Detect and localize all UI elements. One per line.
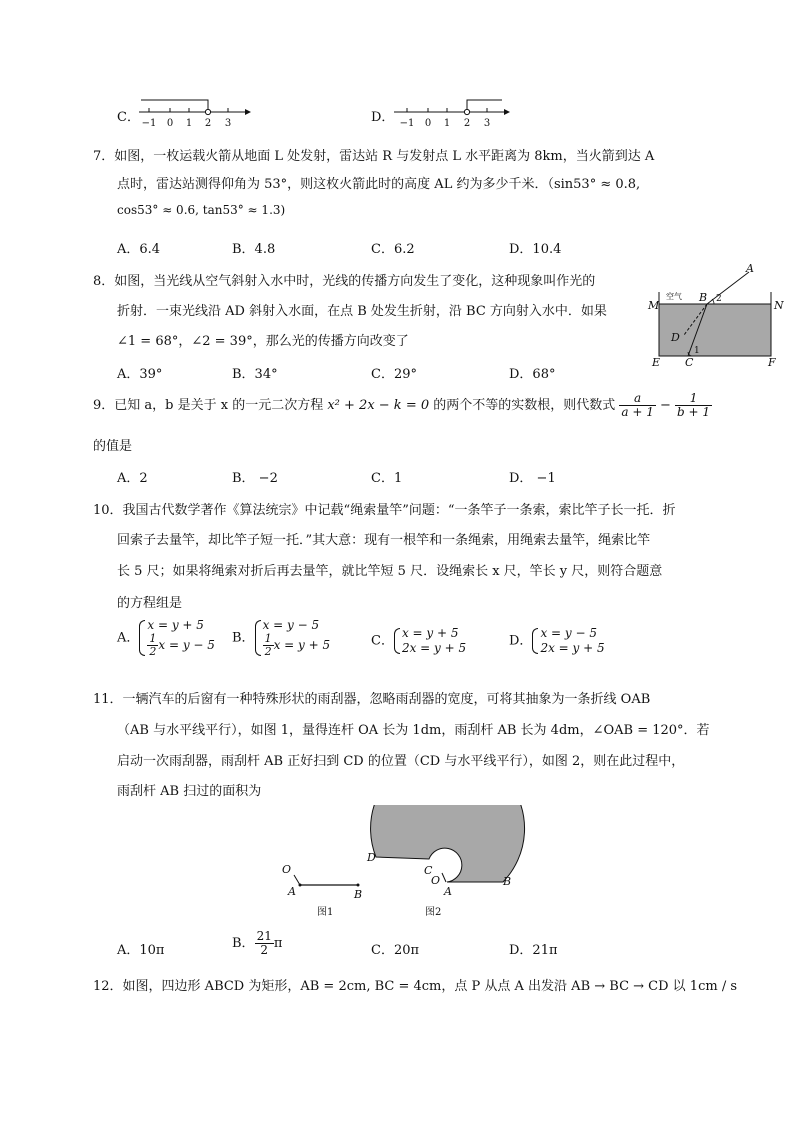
fig2-label-b: B bbox=[503, 875, 512, 888]
q10-line-2: 回索子去量竿，却比竿子短一托．”其大意：现有一根竿和一条绳索，用绳索去量竿，绳索比竿 bbox=[117, 533, 651, 548]
label-d: D bbox=[671, 331, 680, 344]
q8-line-1: 8．如图，当光线从空气斜射入水中时，光线的传播方向发生了变化，这种现象叫作光的 bbox=[93, 274, 596, 289]
tick-label: 3 bbox=[483, 118, 491, 129]
angle-1-label: 1 bbox=[694, 346, 700, 356]
angle-2-label: 2 bbox=[716, 294, 722, 304]
tick-label: 1 bbox=[443, 118, 451, 129]
q9-fraction-1: $\frac{a}{a + 1}$ bbox=[621, 391, 654, 420]
q7-option-c: C．6.2 bbox=[371, 242, 415, 257]
tick-label: −1 bbox=[399, 118, 415, 129]
q6-option-c-number-line bbox=[135, 96, 255, 130]
fig2-label-a: A bbox=[444, 885, 452, 898]
label-air: 空气 bbox=[666, 292, 682, 301]
q7-option-b: B．4.8 bbox=[232, 242, 276, 257]
label-n: N bbox=[774, 299, 784, 312]
tick-label: 1 bbox=[185, 118, 193, 129]
q7-line-1: 7．如图，一枚运载火箭从地面 L 处发射，雷达站 R 与发射点 L 水平距离为 8km，当火箭到达 A bbox=[93, 149, 655, 164]
q11-line-1: 11．一辆汽车的后窗有一种特殊形状的雨刮器，忽略雨刮器的宽度，可将其抽象为一条折线 OAB bbox=[93, 692, 651, 707]
q10-option-a: A． x = y + 5 $\frac{1}{2}$ x = y − 5 bbox=[117, 618, 215, 659]
figure-1 bbox=[282, 863, 362, 918]
q11-line-3: 启动一次雨刮器，雨刮杆 AB 正好扫到 CD 的位置（CD 与水平线平行），如图 2，则在此过程中， bbox=[117, 754, 685, 769]
q6-option-d-label: D． bbox=[371, 110, 395, 125]
label-m: M bbox=[648, 299, 660, 312]
q6-option-c-label: C． bbox=[117, 110, 140, 125]
tick-label: 0 bbox=[166, 118, 174, 129]
water-tank bbox=[659, 304, 771, 356]
q9-equation: x² + 2x − k = 0 bbox=[327, 398, 430, 414]
label-e: E bbox=[652, 356, 661, 369]
fig1-label-b: B bbox=[354, 888, 363, 901]
fig1-label-a: A bbox=[288, 885, 296, 898]
label-c: C bbox=[685, 356, 694, 369]
q8-option-b: B．34° bbox=[232, 367, 278, 382]
q11-option-c: C．20π bbox=[371, 943, 420, 958]
q9-minus: − bbox=[655, 398, 676, 414]
label-a: A bbox=[746, 262, 754, 275]
q9-option-a: A．2 bbox=[117, 471, 148, 486]
figure-2 bbox=[366, 805, 525, 918]
q7-option-a: A．6.4 bbox=[117, 242, 161, 257]
q11-line-4: 雨刮杆 AB 扫过的面积为 bbox=[117, 784, 262, 799]
tick-label: 2 bbox=[204, 118, 212, 129]
q7-option-d: D．10.4 bbox=[509, 242, 562, 257]
q9-fraction-2: $\frac{1}{b + 1}$ bbox=[677, 391, 711, 420]
q11-option-b: B． $\frac{21}{2}$ π bbox=[232, 929, 283, 958]
q7-line-3: cos53° ≈ 0.6, tan53° ≈ 1.3) bbox=[117, 203, 286, 217]
q10-line-4: 的方程组是 bbox=[117, 596, 183, 611]
q10-option-c: C． x = y + 5 2x = y + 5 bbox=[371, 626, 467, 655]
fig2-label-o: O bbox=[431, 874, 441, 887]
q9-prefix: 9．已知 a，b 是关于 x 的一元二次方程 bbox=[93, 398, 328, 414]
q8-option-a: A．39° bbox=[117, 367, 163, 382]
swept-area bbox=[371, 805, 525, 882]
q7-line-2: 点时，雷达站测得仰角为 53°，则这枚火箭此时的高度 AL 约为多少千米．（sin53° ≈ 0.8, bbox=[117, 177, 641, 192]
q9-option-b: B． −2 bbox=[232, 471, 278, 486]
q9-line-2: 的值是 bbox=[93, 439, 133, 454]
q8-option-c: C．29° bbox=[371, 367, 417, 382]
tick-label: 0 bbox=[424, 118, 432, 129]
label-f: F bbox=[768, 356, 776, 369]
q10-line-1: 10．我国古代数学著作《算法统宗》中记载“绳索量竿”问题：“一条竿子一条索，索比竿子长一托．折 bbox=[93, 503, 676, 518]
q10-option-b: B． x = y − 5 $\frac{1}{2}$ x = y + 5 bbox=[232, 618, 331, 659]
q8-line-3: ∠1 = 68°，∠2 = 39°，那么光的传播方向改变了 bbox=[117, 334, 409, 349]
q6-option-d-number-line bbox=[390, 96, 514, 130]
q9-middle: 的两个不等的实数根，则代数式 bbox=[429, 398, 620, 414]
q9-line-1 bbox=[93, 392, 712, 419]
q11-wiper-figures bbox=[270, 805, 530, 920]
q8-refraction-figure bbox=[646, 262, 786, 372]
q11-line-2: （AB 与水平线平行），如图 1，量得连杆 OA 长为 1dm，雨刮杆 AB 长为 4dm，∠OAB = 120°．若 bbox=[117, 723, 710, 738]
tick-label: 3 bbox=[224, 118, 232, 129]
tick-label: −1 bbox=[141, 118, 157, 129]
q11-option-a: A．10π bbox=[117, 943, 165, 958]
fig2-label-c: C bbox=[424, 864, 433, 877]
q9-option-d: D． −1 bbox=[509, 471, 556, 486]
fig2-caption: 图2 bbox=[425, 907, 442, 918]
q12-line-1: 12．如图，四边形 ABCD 为矩形，AB = 2cm, BC = 4cm，点 P 从点 A 出发沿 AB → BC → CD 以 1cm / s bbox=[93, 979, 738, 994]
q10-line-3: 长 5 尺；如果将绳索对折后再去量竿，就比竿短 5 尺．设绳索长 x 尺，竿长 y 尺，则符合题意 bbox=[117, 564, 663, 579]
q8-line-2: 折射．一束光线沿 AD 斜射入水面，在点 B 处发生折射，沿 BC 方向射入水中．如果 bbox=[117, 304, 607, 319]
tick-label: 2 bbox=[463, 118, 471, 129]
label-b: B bbox=[699, 291, 708, 304]
q9-option-c: C．1 bbox=[371, 471, 403, 486]
fig2-label-d: D bbox=[367, 851, 376, 864]
fig1-caption: 图1 bbox=[317, 907, 334, 918]
q11-option-d: D．21π bbox=[509, 943, 558, 958]
q10-option-d: D． x = y − 5 2x = y + 5 bbox=[509, 626, 605, 655]
fig1-label-o: O bbox=[282, 863, 292, 876]
q8-option-d: D．68° bbox=[509, 367, 556, 382]
